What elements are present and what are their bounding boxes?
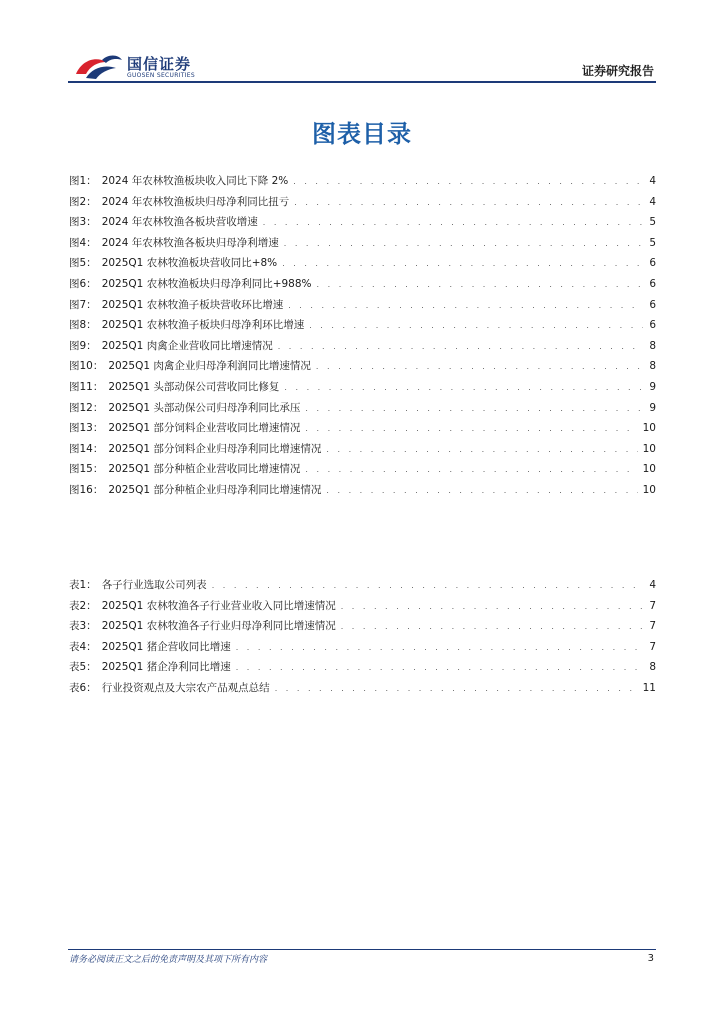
dot-leader bbox=[236, 658, 643, 679]
table-toc-entry[interactable] bbox=[69, 678, 656, 699]
entry-title: 2025Q1 肉禽企业归母净利润同比增速情况 bbox=[108, 360, 311, 373]
header-divider bbox=[68, 81, 656, 83]
figure-toc-entry[interactable] bbox=[69, 480, 656, 501]
entry-title: 2024 年农林牧渔板块归母净利同比扭亏 bbox=[101, 195, 290, 208]
entry-page-number: 4 bbox=[649, 579, 656, 591]
entry-title: 2025Q1 农林牧渔板块归母净利同比+988% bbox=[101, 277, 312, 290]
entry-title: 2024 年农林牧渔各板块归母净利增速 bbox=[101, 236, 279, 249]
entry-label: 图8： bbox=[69, 319, 97, 332]
figure-toc-entry[interactable] bbox=[69, 253, 656, 274]
dot-leader bbox=[316, 357, 643, 378]
dot-leader bbox=[288, 296, 643, 317]
entry-page-number: 7 bbox=[649, 620, 656, 633]
footer-disclaimer: 请务必阅读正文之后的免责声明及其项下所有内容 bbox=[69, 955, 268, 965]
dot-leader bbox=[284, 378, 643, 399]
entry-page-number: 11 bbox=[642, 681, 656, 694]
table-toc-entry[interactable] bbox=[69, 657, 656, 678]
entry-page-number: 4 bbox=[649, 195, 656, 208]
table-toc-entry[interactable] bbox=[69, 637, 656, 658]
dot-leader bbox=[284, 234, 643, 255]
entry-label: 图4： bbox=[69, 236, 97, 249]
figure-toc-entry[interactable] bbox=[69, 398, 656, 419]
entry-title: 2024 年农林牧渔各板块营收增速 bbox=[101, 216, 258, 229]
dot-leader bbox=[293, 172, 643, 193]
entry-title: 2025Q1 农林牧渔子板块归母净利环比增速 bbox=[101, 319, 305, 332]
entry-title: 2025Q1 部分饲料企业归母净利同比增速情况 bbox=[108, 442, 322, 455]
entry-page-number: 5 bbox=[649, 216, 656, 229]
entry-page-number: 10 bbox=[642, 442, 656, 455]
figure-toc-entry[interactable] bbox=[69, 418, 656, 439]
entry-title: 2024 年农林牧渔板块收入同比下降 2% bbox=[101, 175, 289, 187]
entry-label: 图5： bbox=[69, 257, 97, 270]
entry-page-number: 9 bbox=[649, 380, 656, 393]
table-toc-entry[interactable] bbox=[69, 596, 656, 617]
dot-leader bbox=[341, 597, 643, 618]
brand-name: 国信证券 bbox=[127, 55, 192, 73]
entry-label: 表1： bbox=[69, 579, 97, 591]
entry-page-number: 6 bbox=[649, 277, 656, 290]
entry-page-number: 10 bbox=[642, 483, 656, 496]
entry-title: 2025Q1 农林牧渔各子行业营业收入同比增速情况 bbox=[101, 599, 336, 612]
entry-title: 2025Q1 肉禽企业营收同比增速情况 bbox=[101, 339, 273, 352]
dot-leader bbox=[236, 638, 643, 659]
entry-page-number: 10 bbox=[642, 463, 656, 476]
entry-label: 图9： bbox=[69, 339, 97, 352]
figure-toc-entry[interactable] bbox=[69, 295, 656, 316]
entry-title: 2025Q1 农林牧渔各子行业归母净利同比增速情况 bbox=[101, 620, 336, 633]
figure-toc-entry[interactable] bbox=[69, 356, 656, 377]
entry-label: 图15： bbox=[69, 463, 104, 476]
dot-leader bbox=[294, 193, 643, 214]
figure-toc-entry[interactable] bbox=[69, 459, 656, 480]
entry-label: 图6： bbox=[69, 277, 97, 290]
entry-title: 行业投资观点及大宗农产品观点总结 bbox=[101, 681, 270, 694]
page-number: 3 bbox=[647, 953, 654, 964]
entry-label: 图16： bbox=[69, 483, 104, 496]
dot-leader bbox=[305, 419, 637, 440]
entry-page-number: 8 bbox=[649, 339, 656, 352]
entry-title: 各子行业选取公司列表 bbox=[101, 579, 207, 591]
entry-label: 表2： bbox=[69, 599, 97, 612]
dot-leader bbox=[326, 481, 637, 502]
guosen-logo-icon bbox=[72, 52, 124, 82]
page-title: 图表目录 bbox=[312, 120, 412, 148]
figure-toc-entry[interactable] bbox=[69, 377, 656, 398]
entry-title: 2025Q1 头部动保公司归母净利同比承压 bbox=[108, 401, 301, 414]
entry-label: 表4： bbox=[69, 640, 97, 653]
table-toc-entry[interactable] bbox=[69, 575, 656, 596]
figure-toc-entry[interactable] bbox=[69, 192, 656, 213]
entry-label: 图12： bbox=[69, 401, 104, 414]
entry-label: 表5： bbox=[69, 661, 97, 674]
figure-toc-entry[interactable] bbox=[69, 315, 656, 336]
entry-page-number: 8 bbox=[649, 661, 656, 674]
dot-leader bbox=[326, 440, 637, 461]
entry-label: 图14： bbox=[69, 442, 104, 455]
entry-page-number: 6 bbox=[649, 319, 656, 332]
figure-toc-entry[interactable] bbox=[69, 336, 656, 357]
figure-toc-entry[interactable] bbox=[69, 274, 656, 295]
entry-title: 2025Q1 农林牧渔板块营收同比+8% bbox=[101, 257, 278, 270]
entry-title: 2025Q1 部分种植企业营收同比增速情况 bbox=[108, 463, 301, 476]
report-type-label: 证券研究报告 bbox=[581, 64, 654, 78]
figure-toc-entry[interactable] bbox=[69, 233, 656, 254]
dot-leader bbox=[263, 213, 643, 234]
table-toc-entry[interactable] bbox=[69, 616, 656, 637]
table-index-list bbox=[69, 575, 656, 699]
entry-label: 图2： bbox=[69, 195, 97, 208]
entry-page-number: 5 bbox=[649, 236, 656, 249]
entry-label: 图7： bbox=[69, 298, 97, 311]
figure-toc-entry[interactable] bbox=[69, 212, 656, 233]
footer-divider bbox=[68, 949, 656, 950]
dot-leader bbox=[341, 617, 643, 638]
entry-page-number: 9 bbox=[649, 401, 656, 414]
entry-label: 图13： bbox=[69, 422, 104, 435]
entry-label: 图3： bbox=[69, 216, 97, 229]
dot-leader bbox=[317, 275, 643, 296]
entry-page-number: 4 bbox=[649, 175, 656, 187]
dot-leader bbox=[309, 316, 643, 337]
entry-label: 图1： bbox=[69, 175, 97, 187]
dot-leader bbox=[278, 337, 643, 358]
entry-page-number: 8 bbox=[649, 360, 656, 373]
figure-toc-entry[interactable] bbox=[69, 439, 656, 460]
entry-page-number: 10 bbox=[642, 422, 656, 435]
entry-title: 2025Q1 头部动保公司营收同比修复 bbox=[108, 380, 280, 393]
entry-title: 2025Q1 农林牧渔子板块营收环比增速 bbox=[101, 298, 284, 311]
entry-title: 2025Q1 猪企净利同比增速 bbox=[101, 661, 231, 674]
dot-leader bbox=[305, 460, 637, 481]
figure-index-list bbox=[69, 171, 656, 501]
dot-leader bbox=[305, 399, 643, 420]
entry-page-number: 7 bbox=[649, 640, 656, 653]
entry-label: 图10： bbox=[69, 360, 104, 373]
figure-toc-entry[interactable] bbox=[69, 171, 656, 192]
dot-leader bbox=[282, 254, 643, 275]
entry-label: 表3： bbox=[69, 620, 97, 633]
entry-page-number: 6 bbox=[649, 257, 656, 270]
dot-leader bbox=[275, 679, 638, 700]
entry-label: 表6： bbox=[69, 681, 97, 694]
entry-title: 2025Q1 猪企营收同比增速 bbox=[101, 640, 231, 653]
brand-name-english: GUOSEN SECURITIES bbox=[127, 72, 196, 79]
entry-label: 图11： bbox=[69, 380, 104, 393]
dot-leader bbox=[212, 576, 643, 597]
entry-page-number: 6 bbox=[649, 298, 656, 311]
entry-title: 2025Q1 部分饲料企业营收同比增速情况 bbox=[108, 422, 301, 435]
page-header bbox=[0, 0, 724, 86]
entry-page-number: 7 bbox=[649, 599, 656, 612]
entry-title: 2025Q1 部分种植企业归母净利同比增速情况 bbox=[108, 483, 322, 496]
